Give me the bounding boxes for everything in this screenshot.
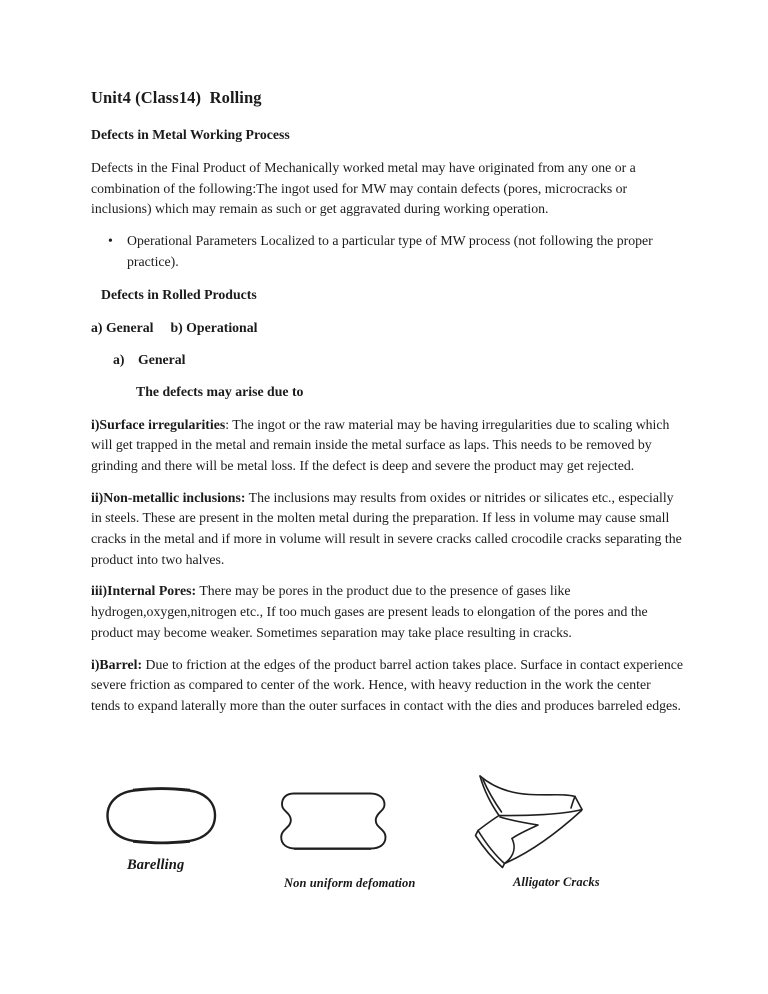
paragraph-internal-pores [91,581,683,643]
barrelling-label: Barelling [127,857,185,873]
alligator-cracks-label: Alligator Cracks [513,875,600,889]
text-surface-irregularities: : The ingot or the raw material may be having irregularities due to scaling which will get trapped in the metal and remain inside the metal surface as laps. This needs to be removed by grinding and there will be metal loss. If the defect is deep and severe the product may get rejected. [91,416,670,473]
lead-surface-irregularities: i)Surface irregularities [91,416,226,432]
non-uniform-deformation-label: Non uniform defomation [284,876,416,890]
list-label-general: General [138,351,186,367]
figures-row [0,756,768,994]
paragraph-barrel [91,655,683,717]
spool-cross-section-icon [279,789,391,853]
paragraph-non-metallic-inclusions [91,488,683,571]
paragraph-intro: Defects in the Final Product of Mechanically worked metal may have originated from any one or a combination of the following:The ingot used for MW may contain defects (pores, microcracks or inclusions) which may remain as such or get aggravated during working operation. [91,160,636,217]
text-non-metallic-inclusions: The inclusions may results from oxides or nitrides or silicates etc., especially in steels. These are present in the molten metal during the preparation. If less in volume may cause small cracks in the metal and if more in volume will result in severe cracks called crocodile cracks separating the product into two halves. [91,489,682,567]
heading-defects-may-arise: The defects may arise due to [136,383,304,399]
non-uniform-deformation-figure [279,789,391,853]
bullet-text: Operational Parameters Localized to a particular type of MW process (not following the proper practice). [127,233,653,269]
alligator-crack-icon [465,763,595,878]
barrel-cross-section-icon [103,786,219,846]
page-title: Unit4 (Class14) Rolling [91,88,262,107]
bullet-icon: • [108,233,113,249]
lead-internal-pores: iii)Internal Pores: [91,583,197,599]
lead-barrel: i)Barrel: [91,656,143,672]
paragraph-surface-irregularities [91,415,683,477]
barrelling-figure [103,786,219,846]
list-marker-a: a) [113,351,125,367]
alligator-cracks-figure [465,763,595,878]
heading-defects-in-metal-working: Defects in Metal Working Process [91,127,290,142]
line-general-operational [91,318,683,338]
label-b-operational: b) Operational [170,319,258,335]
list-item-a-general [91,350,683,370]
lead-non-metallic-inclusions: ii)Non-metallic inclusions: [91,489,246,505]
label-a-general: a) General [91,319,154,335]
text-barrel: Due to friction at the edges of the product barrel action takes place. Surface in contact experience severe friction as compared to center of the work. Hence, with heavy reduction in the work the center tends to expand laterally more than the outer surfaces in contact with the dies and produces barreled edges. [91,656,683,713]
document-body [91,88,683,728]
heading-defects-in-rolled-products: Defects in Rolled Products [101,286,257,302]
text-internal-pores: There may be pores in the product due to the presence of gases like hydrogen,oxygen,nitrogen etc., If too much gases are present leads to elongation of the pores and the product may become weaker. Sometimes separation may take place resulting in cracks. [91,583,648,640]
bullet-item-operational-parameters [91,231,683,272]
